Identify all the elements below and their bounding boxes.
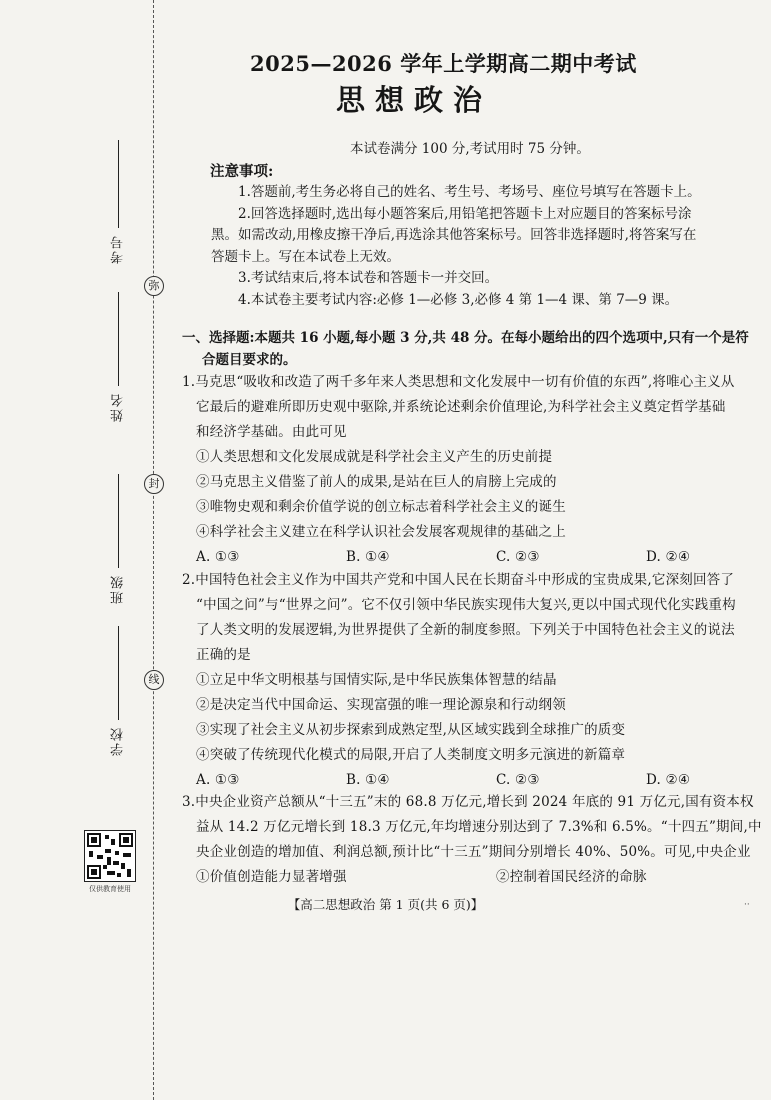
q2-option-1: ①立足中华文明根基与国情实际,是中华民族集体智慧的结晶 [196,672,557,688]
name-label: 姓名 [110,392,126,422]
name-blank [118,292,119,386]
exam-number-field [108,140,128,264]
q3-stem-1: 3.中央企业资产总额从“十三五”末的 68.8 万亿元,增长到 2024 年底的 91 万亿元,国有资本权 [182,794,754,810]
school-label: 学校 [110,726,126,756]
notice-item-2-cont: 黑。如需改动,用橡皮擦干净后,再选涂其他答案标号。回答非选择题时,将答案写在 [211,227,697,243]
qr-note: 仅供教育使用 [89,885,131,893]
school-field [108,626,128,756]
q1-option-4: ④科学社会主义建立在科学认识社会发展客观规律的基础之上 [196,524,566,540]
q3-options [182,865,767,890]
q2-stem-1: 2.中国特色社会主义作为中国共产党和中国人民在长期奋斗中形成的宝贵成果,它深刻回答了 [182,572,735,588]
q2-option-3: ③实现了社会主义从初步探索到成熟定型,从区域实践到全球推广的质变 [196,722,626,738]
q1-stem-1: 1.马克思“吸收和改造了两千多年来人类思想和文化发展中一切有价值的东西”,将唯心主义从 [182,374,735,390]
notice-item-2: 2.回答选择题时,选出每小题答案后,用铅笔把答题卡上对应题目的答案标号涂 [238,205,692,222]
q1-choice-a: A. ①③ [196,549,240,565]
q2-choice-d: D. ②④ [646,772,691,788]
q1-choice-c: C. ②③ [496,549,540,565]
corner-mark: ·· [744,900,750,910]
question-1 [182,370,767,570]
q1-choice-d: D. ②④ [646,549,691,565]
q2-choice-c: C. ②③ [496,772,540,788]
q2-option-4: ④突破了传统现代化模式的局限,开启了人类制度文明多元演进的新篇章 [196,747,626,763]
notice-item-1: 1.答题前,考生务必将自己的姓名、考生号、考场号、座位号填写在答题卡上。 [238,184,701,200]
q1-stem-2: 它最后的避难所即历史观中驱除,并系统论述剩余价值理论,为科学社会主义奠定哲学基础 [196,399,726,415]
exam-number-label: 考号 [110,234,126,264]
q1-choices [182,545,767,570]
class-field [108,474,128,604]
notice-item-4: 4.本试卷主要考试内容:必修 1—必修 3,必修 4 第 1—4 课、第 7—9 课。 [238,291,679,308]
q3-option-2: ②控制着国民经济的命脉 [496,869,647,885]
question-3 [182,790,767,890]
q3-stem-3: 央企业创造的增加值、利润总额,预计比“十三五”期间分别增长 40%、50%。可见,中央企业 [196,844,751,860]
q2-stem-2: “中国之问”与“世界之问”。它不仅引领中华民族实现伟大复兴,更以中国式现代化实践重构 [196,597,736,613]
q2-choice-a: A. ①③ [196,772,240,788]
notice-item-3: 3.考试结束后,将本试卷和答题卡一并交回。 [238,270,499,286]
q3-option-1: ①价值创造能力显著增强 [196,869,347,885]
seal-line [153,0,154,1100]
q3-stem-2: 益从 14.2 万亿元增长到 18.3 万亿元,年均增速分别达到了 7.3%和 6.5%。“十四五”期间,中 [196,819,762,835]
score-info: 本试卷满分 100 分,考试用时 75 分钟。 [350,141,590,157]
q1-stem-3: 和经济学基础。由此可见 [196,424,347,440]
subject-title: 思想政治 [336,83,493,117]
section-line-2: 合题目要求的。 [202,352,297,368]
question-2 [182,568,767,793]
q1-option-1: ①人类思想和文化发展成就是科学社会主义产生的历史前提 [196,449,553,465]
q2-option-2: ②是决定当代中国命运、实现富强的唯一理论源泉和行动纲领 [196,697,566,713]
q1-option-2: ②马克思主义借鉴了前人的成果,是站在巨人的肩膀上完成的 [196,474,557,490]
q1-choice-b: B. ①④ [346,549,390,565]
notice-item-2-end: 答题卡上。写在本试卷上无效。 [211,248,400,265]
class-label: 班级 [110,574,126,604]
class-blank [118,474,119,568]
notice-heading: 注意事项: [210,163,274,180]
q2-stem-3: 了人类文明的发展逻辑,为世界提供了全新的制度参照。下列关于中国特色社会主义的说法 [196,622,735,638]
section-line-1: 一、选择题:本题共 16 小题,每小题 3 分,共 48 分。在每小题给出的四个选项中,只有一个是符 [182,330,749,346]
seal-char-feng: 封 [144,474,164,494]
qr-code-icon [84,830,136,882]
notice-block [211,182,756,311]
section-heading [182,327,762,371]
exam-number-blank [118,140,119,228]
exam-title: 2025—2026 学年上学期高二期中考试 [250,51,637,76]
q1-option-3: ③唯物史观和剩余价值学说的创立标志着科学社会主义的诞生 [196,499,566,515]
q2-stem-4: 正确的是 [196,647,251,663]
school-blank [118,626,119,720]
seal-char-mi: 弥 [144,276,164,296]
name-field [108,292,128,422]
seal-char-xian: 线 [144,670,164,690]
q2-choice-b: B. ①④ [346,772,390,788]
page-footer: 【高二思想政治 第 1 页(共 6 页)】 [287,897,484,912]
